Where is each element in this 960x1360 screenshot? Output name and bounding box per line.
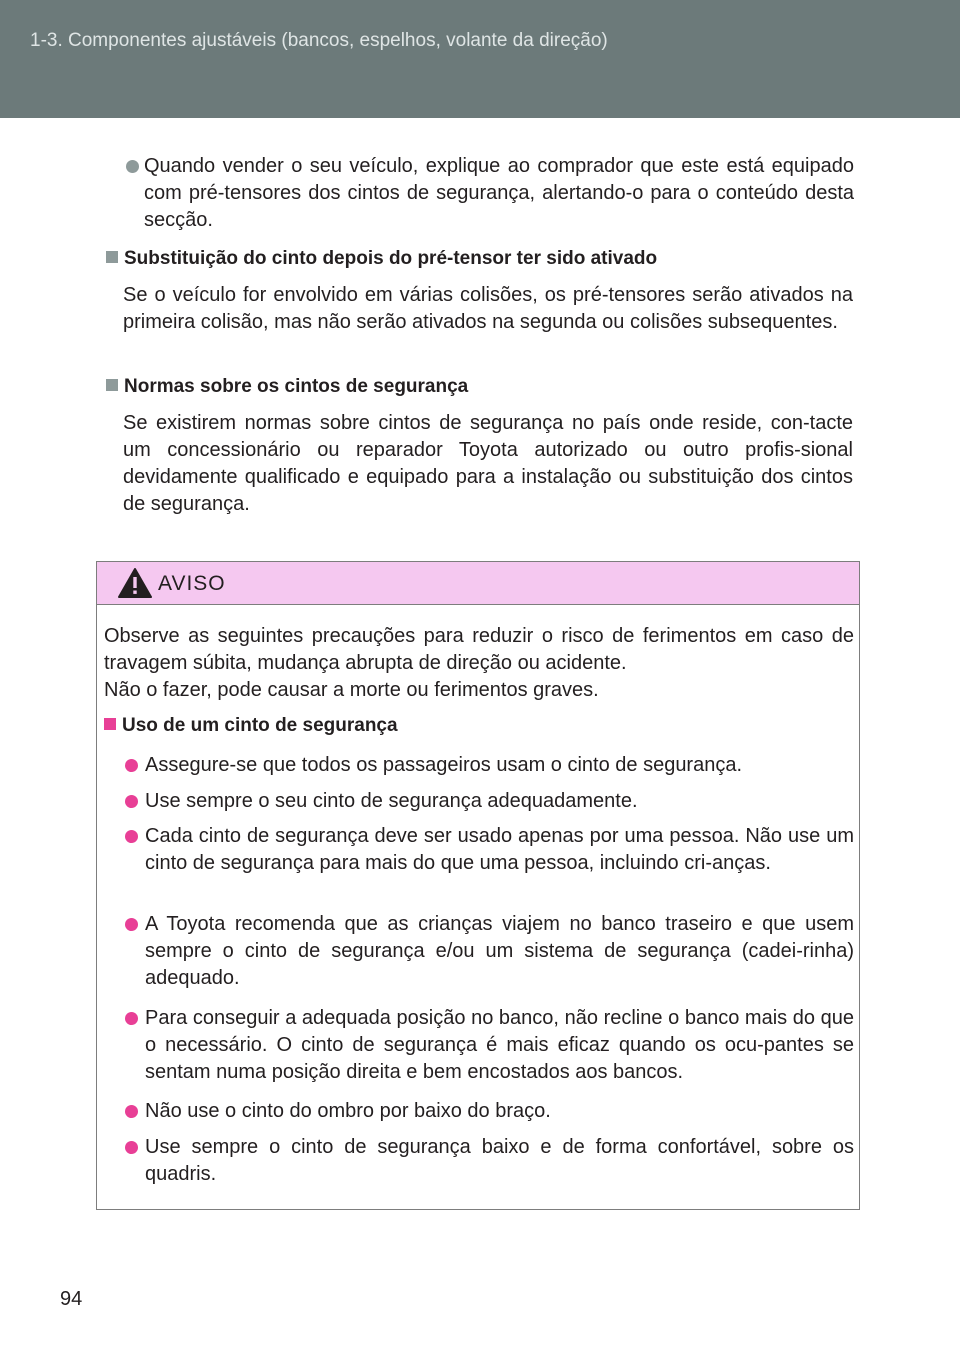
section-heading-1 [106, 248, 657, 270]
circle-bullet-icon [125, 1141, 138, 1154]
warning-intro: Observe as seguintes precauções para reduzir o risco de ferimentos em caso de travagem súbita, mudança abrupta de direção ou acidente. [104, 625, 854, 674]
section-heading-1-text: Substituição do cinto depois do pré-tensor ter sido ativado [124, 248, 658, 269]
section-title: 1-3. Componentes ajustáveis (bancos, espelhos, volante da direção) [30, 30, 608, 51]
warning-item-7: Use sempre o cinto de segurança baixo e de forma confortável, sobre os quadris. [145, 1136, 854, 1185]
section-body-1: Se o veículo for envolvido em várias colisões, os pré-tensores serão ativados na primeira colisão, mas não serão ativados na segunda ou colisões subsequentes. [123, 284, 853, 333]
circle-bullet-icon [125, 759, 138, 772]
square-bullet-icon [106, 379, 118, 391]
page-number: 94 [60, 1288, 83, 1310]
warning-item-3: Cada cinto de segurança deve ser usado apenas por uma pessoa. Não use um cinto de segurança para mais do que uma pessoa, incluindo cri-anças. [145, 825, 854, 874]
warning-item-5: Para conseguir a adequada posição no banco, não recline o banco mais do que o necessário. O cinto de segurança é mais eficaz quando os ocu-pantes se sentam numa posição direita e bem encostados aos bancos. [145, 1007, 854, 1083]
warning-item-2: Use sempre o seu cinto de segurança adequadamente. [145, 790, 638, 812]
section-header-band [0, 0, 960, 118]
warning-item-6: Não use o cinto do ombro por baixo do braço. [145, 1100, 551, 1122]
circle-bullet-icon [125, 918, 138, 931]
circle-bullet-icon [125, 830, 138, 843]
warning-box [96, 561, 860, 1210]
circle-bullet-icon [125, 1012, 138, 1025]
warning-item-4: A Toyota recomenda que as crianças viajem no banco traseiro e que usem sempre o cinto de segurança e/ou um sistema de segurança (cadei-rinha) adequado. [145, 913, 854, 989]
circle-bullet-icon [126, 160, 139, 173]
square-bullet-icon [106, 251, 118, 263]
warning-triangle-icon [117, 567, 153, 599]
section-body-2: Se existirem normas sobre cintos de segurança no país onde reside, con-tacte um concessionário ou reparador Toyota autorizado ou outro profis-sional devidamente qualificado e equipado para a instalação ou substituição dos cintos de segurança. [123, 412, 853, 515]
warning-intro-2: Não o fazer, pode causar a morte ou ferimentos graves. [104, 679, 599, 701]
circle-bullet-icon [125, 795, 138, 808]
circle-bullet-icon [125, 1105, 138, 1118]
warning-item-1: Assegure-se que todos os passageiros usam o cinto de segurança. [145, 754, 743, 776]
warning-title: AVISO [158, 572, 226, 595]
warning-subheading-text: Uso de um cinto de segurança [122, 715, 398, 736]
section-heading-2 [106, 376, 468, 398]
square-bullet-icon [104, 718, 116, 730]
warning-header [97, 562, 859, 605]
intro-bullet-text: Quando vender o seu veículo, explique ao comprador que este está equipado com pré-tensores dos cintos de segurança, alertando-o para o conteúdo desta secção. [144, 155, 854, 231]
warning-subheading [104, 715, 398, 737]
section-heading-2-text: Normas sobre os cintos de segurança [124, 376, 469, 397]
